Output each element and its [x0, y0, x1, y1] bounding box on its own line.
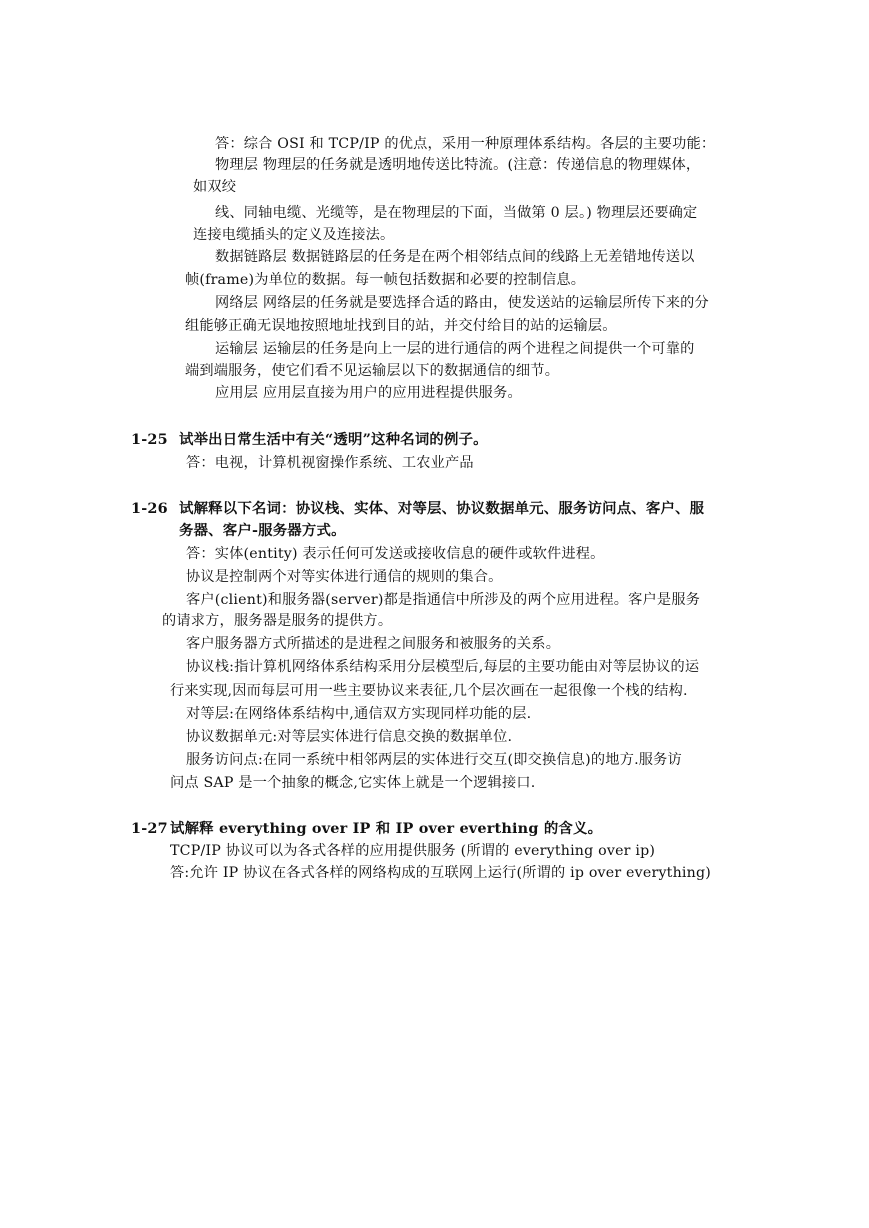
application-layer-line: 应用层 应用层直接为用户的应用进程提供服务。 — [215, 385, 522, 401]
question-1-26-line-2: 务器、客户-服务器方式。 — [179, 522, 346, 539]
answer-1-26-line-5: 客户服务器方式所描述的是进程之间服务和被服务的关系。 — [186, 636, 561, 652]
transport-layer-line-2: 端到端服务，使它们看不见运输层以下的数据通信的细节。 — [185, 363, 560, 379]
answer-1-26-line-2: 协议是控制两个对等实体进行通信的规则的集合。 — [186, 569, 503, 585]
answer-1-26-line-9: 协议数据单元:对等层实体进行信息交换的数据单位. — [186, 729, 513, 745]
question-1-25-text: 试举出日常生活中有关“透明”这种名词的例子。 — [179, 431, 488, 448]
datalink-layer-line-2: 帧(frame)为单位的数据。每一帧包括数据和必要的控制信息。 — [185, 272, 586, 288]
answer-1-26-line-3: 客户(client)和服务器(server)都是指通信中所涉及的两个应用进程。客户是服务 — [186, 592, 701, 608]
question-number-1-27: 1-27 — [131, 820, 168, 837]
transport-layer-line-1: 运输层 运输层的任务是向上一层的进行通信的两个进程之间提供一个可靠的 — [215, 341, 695, 357]
question-1-26-line-1: 试解释以下名词：协议栈、实体、对等层、协议数据单元、服务访问点、客户、服 — [179, 500, 705, 517]
network-layer-line-2: 组能够正确无误地按照地址找到目的站，并交付给目的站的运输层。 — [185, 318, 617, 334]
answer-1-26-line-1: 答：实体(entity) 表示任何可发送或接收信息的硬件或软件进程。 — [186, 546, 605, 562]
osi-answer-intro: 答：综合 OSI 和 TCP/IP 的优点，采用一种原理体系结构。各层的主要功能： — [215, 136, 716, 152]
question-number-1-25: 1-25 — [131, 431, 168, 448]
answer-1-25: 答：电视，计算机视窗操作系统、工农业产品 — [186, 455, 474, 471]
answer-1-26-line-4: 的请求方，服务器是服务的提供方。 — [162, 613, 393, 629]
answer-1-26-line-7: 行来实现,因而每层可用一些主要协议来表征,几个层次画在一起很像一个栈的结构. — [170, 683, 688, 699]
datalink-layer-line-1: 数据链路层 数据链路层的任务是在两个相邻结点间的线路上无差错地传送以 — [215, 249, 695, 265]
network-layer-line-1: 网络层 网络层的任务就是要选择合适的路由，使发送站的运输层所传下来的分 — [215, 295, 709, 311]
answer-1-27-line-1: TCP/IP 协议可以为各式各样的应用提供服务 (所谓的 everything over ip) — [170, 843, 656, 859]
answer-1-27-line-2: 答:允许 IP 协议在各式各样的网络构成的互联网上运行(所谓的 ip over everything) — [170, 865, 711, 881]
physical-layer-line-1: 物理层 物理层的任务就是透明地传送比特流。(注意：传递信息的物理媒体， — [215, 157, 701, 173]
question-1-27-text: 试解释 everything over IP 和 IP over everthing 的含义。 — [170, 820, 603, 837]
answer-1-26-line-11: 问点 SAP 是一个抽象的概念,它实体上就是一个逻辑接口. — [170, 775, 536, 791]
physical-layer-line-2: 如双绞 — [193, 179, 237, 195]
physical-layer-line-3: 线、同轴电缆、光缆等，是在物理层的下面，当做第 0 层。) 物理层还要确定 — [215, 205, 698, 221]
physical-layer-line-4: 连接电缆插头的定义及连接法。 — [193, 227, 395, 243]
answer-1-26-line-10: 服务访问点:在同一系统中相邻两层的实体进行交互(即交换信息)的地方.服务访 — [186, 752, 682, 768]
answer-1-26-line-6: 协议栈:指计算机网络体系结构采用分层模型后,每层的主要功能由对等层协议的运 — [186, 659, 700, 675]
answer-1-26-line-8: 对等层:在网络体系结构中,通信双方实现同样功能的层. — [186, 706, 532, 722]
question-number-1-26: 1-26 — [131, 500, 168, 517]
